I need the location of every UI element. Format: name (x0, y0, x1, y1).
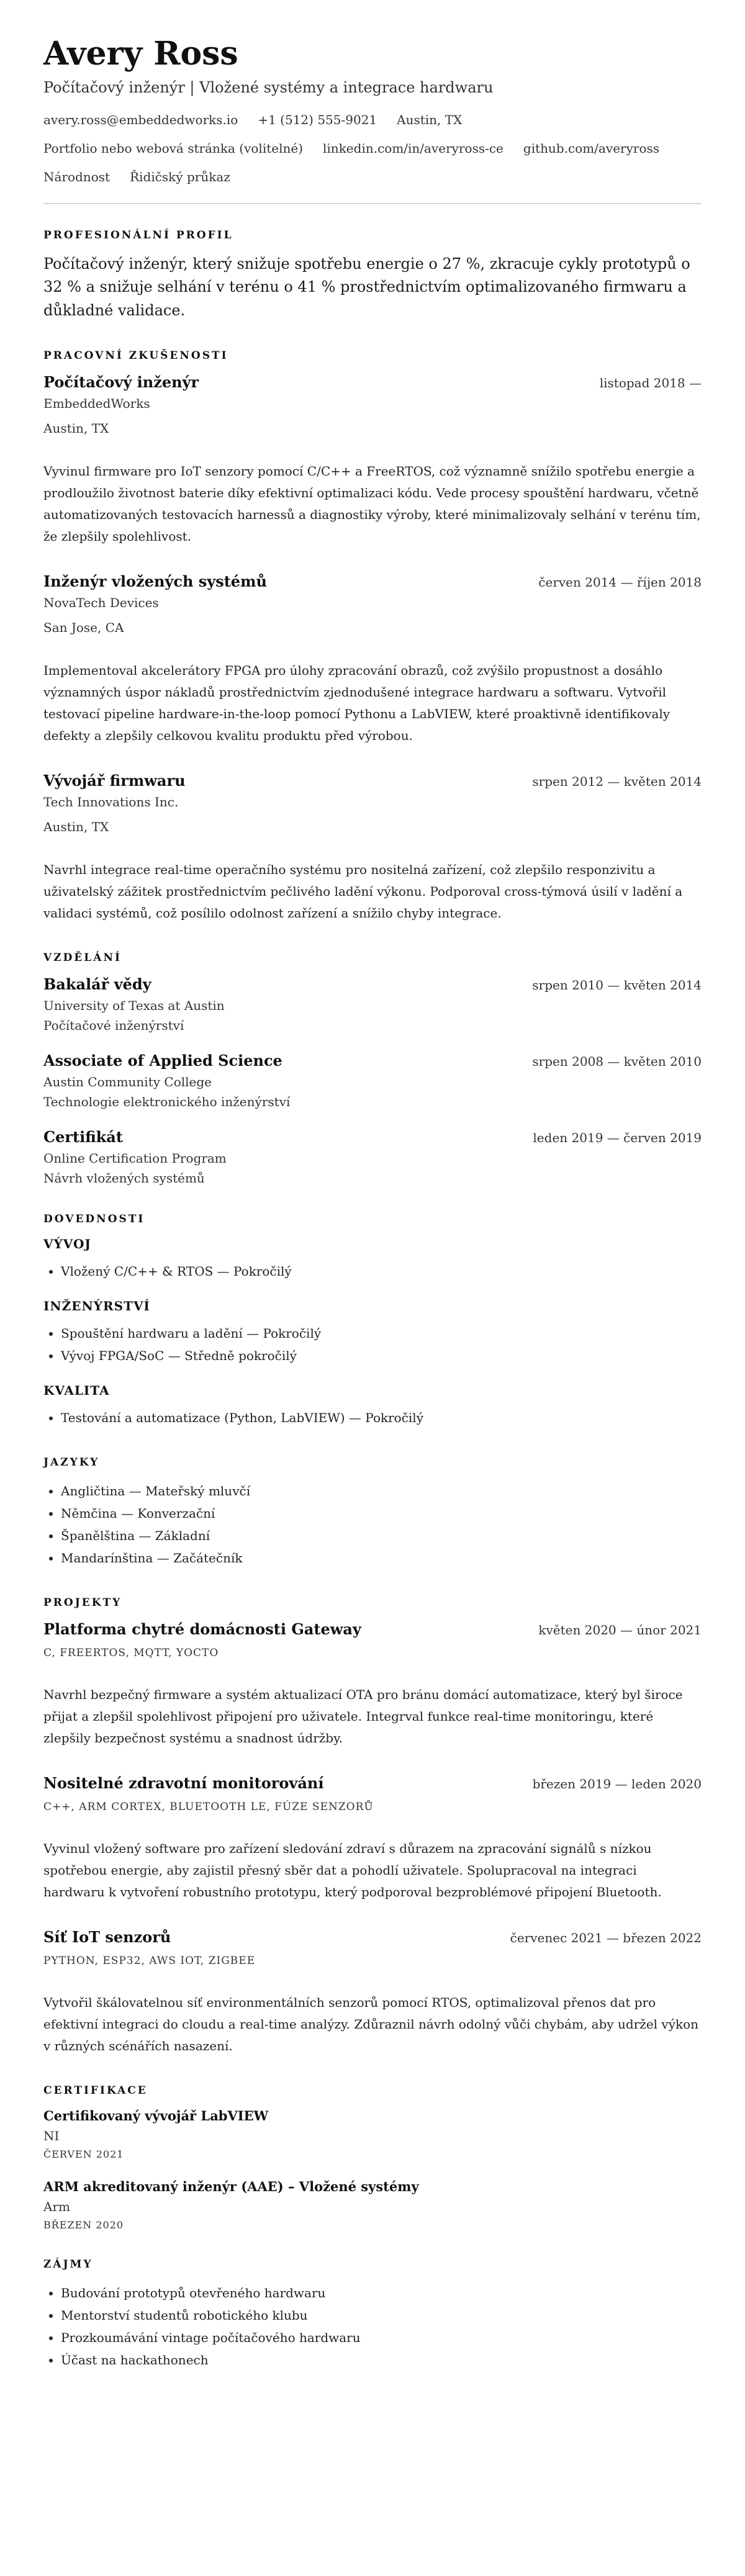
interest-item: • Mentorství studentů robotického klubu (61, 2304, 702, 2326)
job-role: Vývojář firmwaru (43, 771, 186, 790)
project-dates: březen 2019 — leden 2020 (532, 1776, 702, 1791)
project-entry (43, 1774, 702, 1903)
education-section (43, 952, 702, 1186)
skill-item: • Spouštění hardwaru a ladění — Pokročilý (61, 1322, 702, 1344)
project-description: Vytvořil škálovatelnou síť environmentálních senzorů pomocí RTOS, optimalizoval přenos dat pro efektivní integraci do cloudu a real-time analýzy. Zdůraznil návrh odolný vůči chybám, aby udržel výkon v různých scénářích nasazení. (43, 1994, 699, 2053)
contact-nationality: Národnost (43, 169, 111, 185)
education-school: Online Certification Program (43, 1150, 227, 1166)
section-title-interests: ZÁJMY (43, 2258, 93, 2271)
contact-list (43, 112, 702, 184)
skill-item: • Vývoj FPGA/SoC — Středně pokročilý (61, 1344, 702, 1367)
section-title-languages: JAZYKY (43, 1456, 100, 1469)
resume-header (43, 36, 702, 184)
interest-item: • Budování prototypů otevřeného hardwaru (61, 2282, 702, 2304)
education-dates: srpen 2008 — květen 2010 (532, 1053, 702, 1069)
education-degree: Associate of Applied Science (43, 1051, 282, 1070)
job-description: Implementoval akcelerátory FPGA pro úlohy zpracování obrazů, což zvýšilo propustnost a dosáhlo významných úspor nákladů prostřednictvím zjednodušené integrace hardwaru a softwaru. Vytvořil testovací pipeline hardware-in-the-loop pomocí Pythonu a LabVIEW, které proaktivně identifikovaly defekty a zlepšily celkovou kvalitu produktu před výrobou. (43, 662, 670, 743)
job-dates: červen 2014 — říjen 2018 (538, 574, 702, 590)
skill-list (43, 1407, 702, 1429)
contact-location: Austin, TX (397, 112, 463, 128)
skill-group-title: INŽENÝRSTVÍ (43, 1298, 150, 1313)
skill-group-title: VÝVOJ (43, 1236, 91, 1251)
section-title-projects: PROJEKTY (43, 1596, 122, 1609)
project-entry (43, 1620, 702, 1749)
profile-section (43, 229, 702, 322)
job-company: EmbeddedWorks (43, 395, 150, 411)
certifications-section (43, 2084, 702, 2231)
job-company: Tech Innovations Inc. (43, 794, 179, 809)
certification-issuer: NI (43, 2128, 60, 2143)
job-location: Austin, TX (43, 819, 109, 834)
certification-entry (43, 2108, 702, 2160)
contact-license: Řidičský průkaz (130, 169, 230, 185)
project-dates: červenec 2021 — březen 2022 (510, 1930, 702, 1945)
project-name: Síť IoT senzorů (43, 1927, 171, 1946)
languages-section (43, 1456, 702, 1569)
section-title-certifications: CERTIFIKACE (43, 2084, 148, 2097)
project-dates: květen 2020 — únor 2021 (538, 1622, 702, 1637)
certification-date: BŘEZEN 2020 (43, 2218, 124, 2231)
section-title-experience: PRACOVNÍ ZKUŠENOSTI (43, 349, 228, 362)
education-entry (43, 975, 702, 1033)
project-tech: C, FREERTOS, MQTT, YOCTO (43, 1646, 219, 1659)
contact-email[interactable]: avery.ross@embeddedworks.io (43, 112, 238, 128)
skill-list (43, 1322, 702, 1367)
project-name: Platforma chytré domácnosti Gateway (43, 1619, 361, 1638)
job-dates: listopad 2018 — (599, 375, 702, 390)
job-location: San Jose, CA (43, 619, 124, 635)
section-title-profile: PROFESIONÁLNÍ PROFIL (43, 229, 233, 242)
job-company: NovaTech Devices (43, 595, 159, 610)
project-name: Nositelné zdravotní monitorování (43, 1773, 324, 1792)
certification-name: ARM akreditovaný inženýr (AAE) – Vložené systémy (43, 2178, 419, 2194)
skill-item: • Vložený C/C++ & RTOS — Pokročilý (61, 1260, 702, 1282)
interests-section (43, 2258, 702, 2371)
project-tech: C++, ARM CORTEX, BLUETOOTH LE, FÚZE SENZORŮ (43, 1800, 374, 1813)
interest-item: • Prozkoumávání vintage počítačového hardwaru (61, 2326, 702, 2349)
job-role: Počítačový inženýr (43, 372, 199, 391)
profile-summary: Počítačový inženýr, který snižuje spotřebu energie o 27 %, zkracuje cykly prototypů o 32 % a snižuje selhání v terénu o 41 % prostřednictvím optimalizovaného firmwaru a důkladné validace. (43, 255, 690, 319)
experience-section (43, 349, 702, 924)
skill-item: • Testování a automatizace (Python, LabVIEW) — Pokročilý (61, 1407, 702, 1429)
section-title-education: VZDĚLÁNÍ (43, 951, 122, 964)
contact-github[interactable]: github.com/averyross (523, 141, 660, 156)
certification-date: ČERVEN 2021 (43, 2148, 124, 2160)
candidate-headline: Počítačový inženýr | Vložené systémy a integrace hardwaru (43, 79, 494, 97)
certification-name: Certifikovaný vývojář LabVIEW (43, 2107, 269, 2123)
education-field: Technologie elektronického inženýrství (43, 1094, 291, 1109)
job-description: Navrhl integrace real-time operačního systému pro nositelná zařízení, což zlepšilo responzivitu a uživatelský zážitek prostřednictvím pečlivého ladění výkonu. Podporoval cross-týmová úsilí v ladění a validaci systémů, což posílilo odolnost zařízení a snížilo chyby integrace. (43, 862, 683, 921)
education-dates: srpen 2010 — květen 2014 (532, 977, 702, 993)
language-item: • Mandarínština — Začátečník (61, 1547, 702, 1569)
project-description: Vyvinul vložený software pro zařízení sledování zdraví s důrazem na zpracování signálů s nízkou spotřebou energie, aby zajistil přesný sběr dat a pohodlí uživatele. Spolupracoval na integraci hardwaru k vytvoření robustního prototypu, který podporoval bezproblémové připojení Bluetooth. (43, 1840, 662, 1899)
contact-portfolio[interactable]: Portfolio nebo webová stránka (volitelné) (43, 141, 304, 156)
experience-entry (43, 572, 702, 747)
contact-phone[interactable]: +1 (512) 555-9021 (258, 112, 377, 128)
language-item: • Angličtina — Mateřský mluvčí (61, 1480, 702, 1502)
skill-list (43, 1260, 702, 1282)
job-location: Austin, TX (43, 420, 109, 436)
education-entry (43, 1128, 702, 1186)
certification-issuer: Arm (43, 2199, 70, 2214)
project-tech: PYTHON, ESP32, AWS IOT, ZIGBEE (43, 1954, 256, 1967)
skills-section (43, 1213, 702, 1429)
project-entry (43, 1928, 702, 2057)
experience-entry (43, 373, 702, 547)
skill-group-title: KVALITA (43, 1382, 110, 1398)
header-divider (43, 203, 702, 204)
certification-entry (43, 2179, 702, 2231)
interest-item: • Účast na hackathonech (61, 2349, 702, 2371)
education-school: University of Texas at Austin (43, 998, 225, 1013)
education-dates: leden 2019 — červen 2019 (533, 1130, 702, 1145)
education-field: Návrh vložených systémů (43, 1170, 205, 1186)
project-description: Navrhl bezpečný firmware a systém aktualizací OTA pro bránu domácí automatizace, který byl široce přijat a zlepšil spolehlivost připojení pro uživatele. Integrval funkce real-time monitoringu, které zlepšily bezpečnost systému a snadnost údržby. (43, 1687, 683, 1745)
education-school: Austin Community College (43, 1074, 212, 1089)
language-item: • Španělština — Základní (61, 1524, 702, 1547)
job-role: Inženýr vložených systémů (43, 572, 267, 590)
education-degree: Certifikát (43, 1127, 123, 1146)
education-entry (43, 1052, 702, 1109)
job-description: Vyvinul firmware pro IoT senzory pomocí C/C++ a FreeRTOS, což významně snížilo spotřebu energie a prodloužilo životnost baterie díky efektivní optimalizaci kódu. Vede procesy spouštění hardwaru, včetně automatizovaných testovacích harnessů a diagnostiky výroby, které minimalizovaly selhání v terénu tím, že zlepšily spolehlivost. (43, 463, 701, 544)
education-degree: Bakalář vědy (43, 975, 151, 993)
section-title-skills: DOVEDNOSTI (43, 1212, 145, 1225)
job-dates: srpen 2012 — květen 2014 (532, 773, 702, 789)
projects-section (43, 1596, 702, 2057)
education-field: Počítačové inženýrství (43, 1017, 184, 1033)
experience-entry (43, 772, 702, 924)
language-item: • Němčina — Konverzační (61, 1502, 702, 1524)
candidate-name: Avery Ross (43, 35, 238, 73)
interest-list (43, 2282, 702, 2371)
contact-linkedin[interactable]: linkedin.com/in/averyross-ce (323, 141, 503, 156)
language-list (43, 1480, 702, 1569)
